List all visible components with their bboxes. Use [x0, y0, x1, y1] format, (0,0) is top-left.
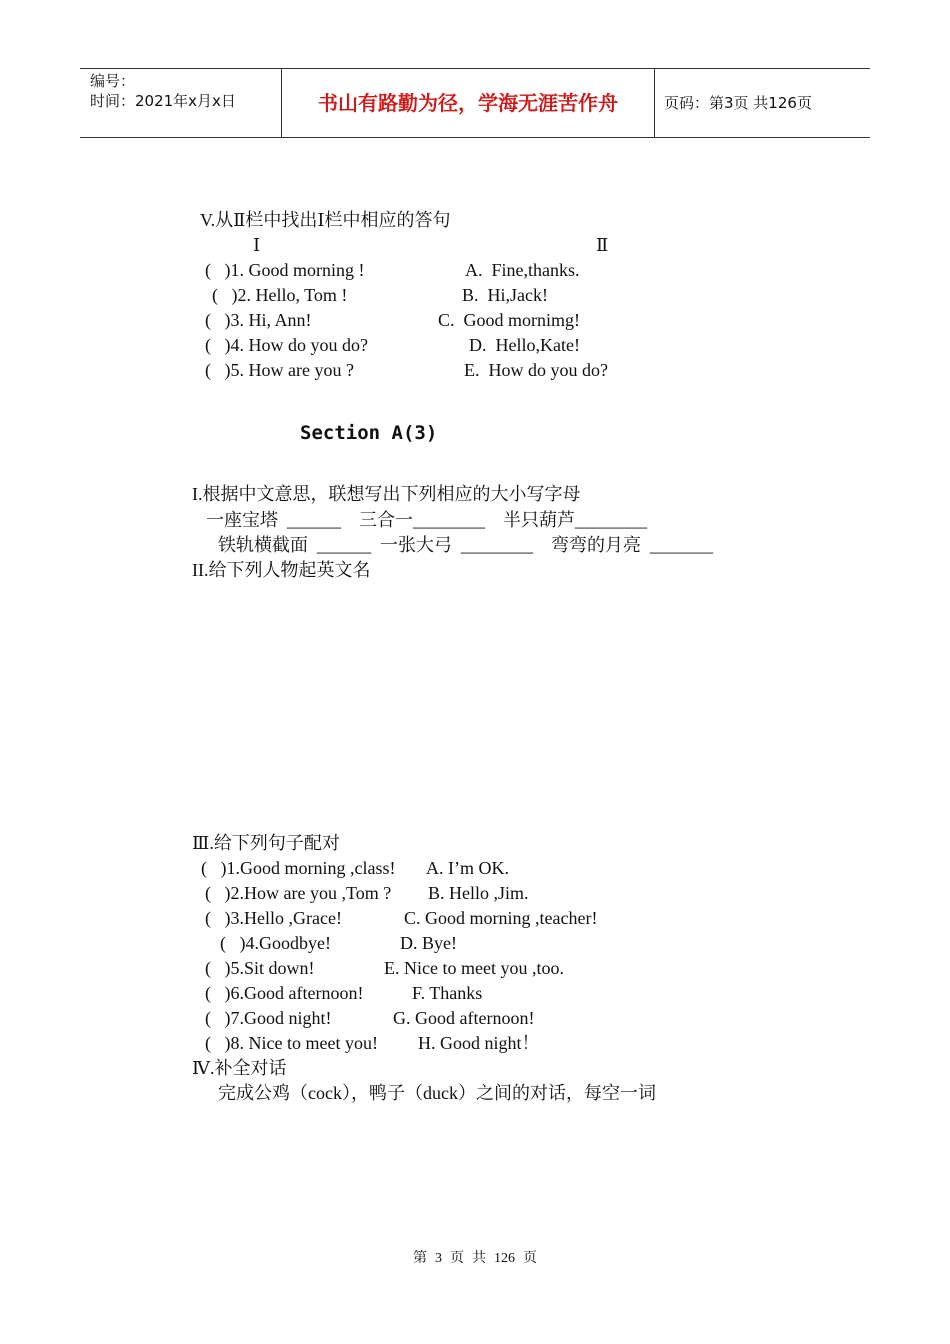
- section5-col2-head: Ⅱ: [596, 235, 609, 255]
- header-meta: [90, 71, 236, 111]
- part1-row1: 一座宝塔 ______ 三合一________ 半只葫芦________: [206, 510, 647, 530]
- serial-label: 编号：: [90, 72, 136, 90]
- list-item: B. Hi,Jack!: [462, 285, 548, 305]
- part1-title: I.根据中文意思，联想写出下列相应的大小写字母: [192, 484, 581, 504]
- list-item: C. Good mornimg!: [438, 310, 580, 330]
- list-item: ( )5.Sit down!: [205, 958, 315, 978]
- header-divider: [654, 69, 655, 137]
- list-item: ( )5. How are you ?: [205, 360, 354, 380]
- page-footer: [0, 1247, 950, 1267]
- part3-title: Ⅲ.给下列句子配对: [192, 833, 340, 853]
- list-item: ( )1. Good morning !: [205, 260, 365, 280]
- part1-row2: 铁轨横截面 ______ 一张大弓 ________ 弯弯的月亮 _______: [218, 535, 713, 555]
- list-item: D. Bye!: [400, 933, 457, 953]
- list-item: B. Hello ,Jim.: [428, 883, 529, 903]
- list-item: E. How do you do?: [464, 360, 608, 380]
- date-label: 时间：2021年x月x日: [90, 92, 236, 110]
- part4-instruction: 完成公鸡（cock），鸭子（duck）之间的对话，每空一词: [218, 1083, 656, 1103]
- page-header: [80, 68, 870, 138]
- footer-total-pages: 126: [494, 1251, 515, 1266]
- list-item: ( )1.Good morning ,class!: [201, 858, 396, 878]
- footer-word: 第: [413, 1251, 427, 1266]
- header-page-info: 页码：第3页 共126页: [664, 94, 812, 112]
- section5-col1-head: Ⅰ: [253, 235, 261, 255]
- section-a-heading: Section A(3): [300, 422, 438, 444]
- part2-title: II.给下列人物起英文名: [192, 560, 371, 580]
- list-item: ( )2.How are you ,Tom ?: [205, 883, 392, 903]
- header-motto: 书山有路勤为径，学海无涯苦作舟: [318, 91, 618, 115]
- footer-word: 共: [472, 1251, 486, 1266]
- part4-title: Ⅳ.补全对话: [192, 1058, 287, 1078]
- list-item: ( )8. Nice to meet you!: [205, 1033, 378, 1053]
- list-item: A. I’m OK.: [426, 858, 509, 878]
- list-item: A. Fine,thanks.: [465, 260, 580, 280]
- footer-word: 页: [450, 1251, 464, 1266]
- list-item: E. Nice to meet you ,too.: [384, 958, 564, 978]
- list-item: ( )2. Hello, Tom !: [212, 285, 348, 305]
- list-item: H. Good night！: [418, 1033, 540, 1053]
- footer-word: 页: [523, 1251, 537, 1266]
- list-item: C. Good morning ,teacher!: [404, 908, 598, 928]
- section5-title: V.从Ⅱ栏中找出Ⅰ栏中相应的答句: [200, 210, 451, 230]
- list-item: ( )4. How do you do?: [205, 335, 368, 355]
- list-item: G. Good afternoon!: [393, 1008, 535, 1028]
- list-item: ( )3. Hi, Ann!: [205, 310, 312, 330]
- list-item: D. Hello,Kate!: [469, 335, 580, 355]
- list-item: ( )4.Goodbye!: [220, 933, 331, 953]
- footer-page-number: 3: [435, 1251, 442, 1266]
- list-item: ( )6.Good afternoon!: [205, 983, 364, 1003]
- list-item: ( )3.Hello ,Grace!: [205, 908, 342, 928]
- list-item: ( )7.Good night!: [205, 1008, 332, 1028]
- list-item: F. Thanks: [412, 983, 483, 1003]
